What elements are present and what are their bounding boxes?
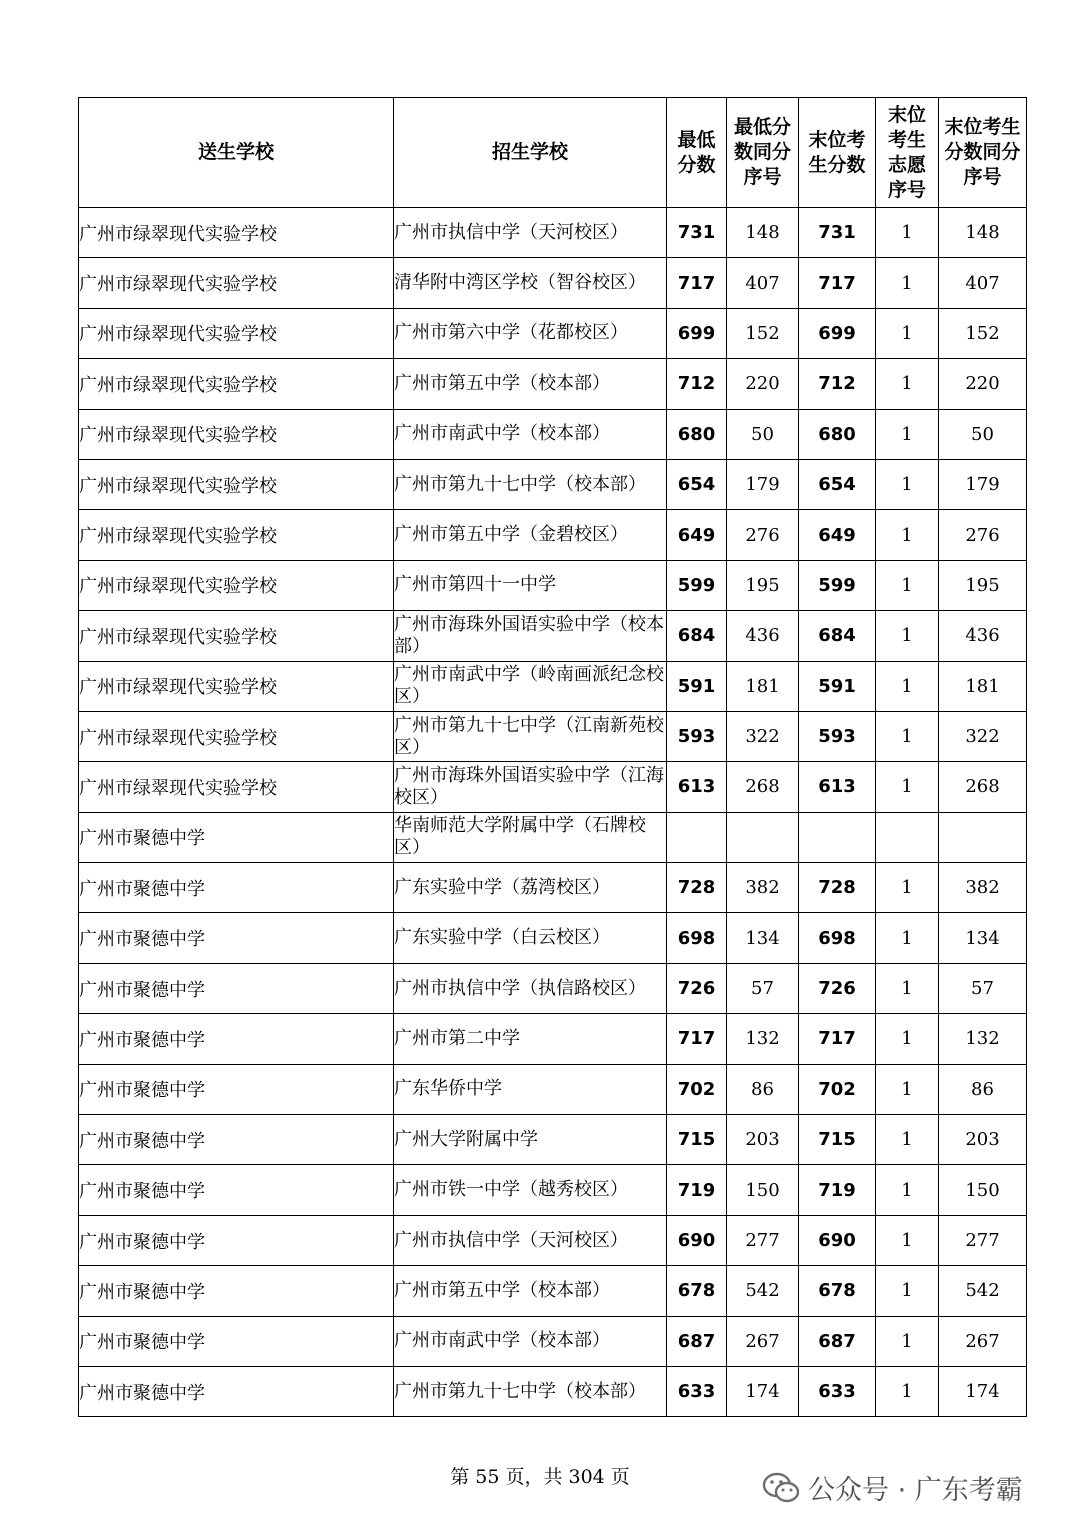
cell-receiver: 广州市执信中学（天河校区） bbox=[394, 1215, 667, 1265]
cell-last-score: 719 bbox=[799, 1165, 876, 1215]
cell-min-score: 699 bbox=[667, 308, 727, 358]
cell-last-wish: 1 bbox=[876, 863, 939, 913]
cell-last-score: 684 bbox=[799, 611, 876, 661]
cell-last-seq: 382 bbox=[939, 863, 1027, 913]
cell-sender: 广州市聚德中学 bbox=[79, 1266, 394, 1316]
cell-last-seq: 220 bbox=[939, 359, 1027, 409]
cell-last-seq: 152 bbox=[939, 308, 1027, 358]
cell-min-seq: 276 bbox=[727, 510, 799, 560]
cell-min-seq: 268 bbox=[727, 762, 799, 812]
table-row bbox=[79, 560, 1027, 610]
cell-min-score: 633 bbox=[667, 1366, 727, 1416]
table-row bbox=[79, 1316, 1027, 1366]
cell-last-score: 717 bbox=[799, 258, 876, 308]
cell-last-score: 613 bbox=[799, 762, 876, 812]
cell-receiver: 广州市南武中学（岭南画派纪念校区） bbox=[394, 661, 667, 711]
cell-last-score: 702 bbox=[799, 1064, 876, 1114]
table-row bbox=[79, 963, 1027, 1013]
cell-min-seq: 50 bbox=[727, 409, 799, 459]
table-row bbox=[79, 863, 1027, 913]
cell-sender: 广州市聚德中学 bbox=[79, 963, 394, 1013]
table-row bbox=[79, 409, 1027, 459]
cell-last-wish: 1 bbox=[876, 1064, 939, 1114]
cell-receiver: 广东华侨中学 bbox=[394, 1064, 667, 1114]
table-row bbox=[79, 258, 1027, 308]
cell-last-seq: 181 bbox=[939, 661, 1027, 711]
table-row bbox=[79, 1165, 1027, 1215]
table-body bbox=[79, 208, 1027, 1417]
cell-min-score: 690 bbox=[667, 1215, 727, 1265]
cell-receiver: 广州市第九十七中学（校本部） bbox=[394, 1366, 667, 1416]
table-row bbox=[79, 308, 1027, 358]
cell-last-wish: 1 bbox=[876, 459, 939, 509]
cell-min-score: 684 bbox=[667, 611, 727, 661]
cell-min-score: 719 bbox=[667, 1165, 727, 1215]
cell-min-score: 599 bbox=[667, 560, 727, 610]
cell-receiver: 广州市海珠外国语实验中学（校本部） bbox=[394, 611, 667, 661]
cell-sender: 广州市聚德中学 bbox=[79, 1115, 394, 1165]
cell-receiver: 广州市执信中学（执信路校区） bbox=[394, 963, 667, 1013]
cell-receiver: 广州市第二中学 bbox=[394, 1014, 667, 1064]
cell-min-seq: 134 bbox=[727, 913, 799, 963]
cell-min-score bbox=[667, 812, 727, 862]
cell-sender: 广州市绿翠现代实验学校 bbox=[79, 611, 394, 661]
cell-last-wish: 1 bbox=[876, 409, 939, 459]
cell-min-score: 678 bbox=[667, 1266, 727, 1316]
cell-receiver: 广州市第五中学（金碧校区） bbox=[394, 510, 667, 560]
cell-last-wish: 1 bbox=[876, 1215, 939, 1265]
table-row bbox=[79, 812, 1027, 862]
cell-sender: 广州市绿翠现代实验学校 bbox=[79, 711, 394, 761]
cell-min-seq: 436 bbox=[727, 611, 799, 661]
cell-last-score: 649 bbox=[799, 510, 876, 560]
cell-min-seq bbox=[727, 812, 799, 862]
cell-sender: 广州市聚德中学 bbox=[79, 1215, 394, 1265]
page-number: 第 55 页，共 304 页 bbox=[450, 1466, 630, 1488]
header-row bbox=[79, 98, 1027, 208]
cell-last-wish: 1 bbox=[876, 1165, 939, 1215]
table-row bbox=[79, 1266, 1027, 1316]
cell-last-seq: 267 bbox=[939, 1316, 1027, 1366]
cell-min-seq: 57 bbox=[727, 963, 799, 1013]
cell-min-seq: 220 bbox=[727, 359, 799, 409]
cell-last-score: 726 bbox=[799, 963, 876, 1013]
cell-receiver: 广东实验中学（白云校区） bbox=[394, 913, 667, 963]
cell-last-score: 717 bbox=[799, 1014, 876, 1064]
cell-last-seq: 436 bbox=[939, 611, 1027, 661]
cell-sender: 广州市绿翠现代实验学校 bbox=[79, 661, 394, 711]
cell-last-wish: 1 bbox=[876, 1366, 939, 1416]
cell-min-seq: 150 bbox=[727, 1165, 799, 1215]
cell-last-score: 680 bbox=[799, 409, 876, 459]
cell-last-seq: 148 bbox=[939, 208, 1027, 258]
cell-last-wish: 1 bbox=[876, 258, 939, 308]
cell-last-seq: 322 bbox=[939, 711, 1027, 761]
cell-sender: 广州市聚德中学 bbox=[79, 1064, 394, 1114]
header-last-seq: 末位考生分数同分序号 bbox=[939, 98, 1027, 208]
cell-last-wish: 1 bbox=[876, 1316, 939, 1366]
cell-last-wish: 1 bbox=[876, 711, 939, 761]
cell-min-score: 726 bbox=[667, 963, 727, 1013]
table-row bbox=[79, 711, 1027, 761]
cell-last-wish bbox=[876, 812, 939, 862]
cell-min-seq: 195 bbox=[727, 560, 799, 610]
cell-sender: 广州市聚德中学 bbox=[79, 1366, 394, 1416]
cell-last-seq: 150 bbox=[939, 1165, 1027, 1215]
cell-receiver: 广州市第五中学（校本部） bbox=[394, 1266, 667, 1316]
cell-min-score: 712 bbox=[667, 359, 727, 409]
cell-sender: 广州市聚德中学 bbox=[79, 1014, 394, 1064]
cell-min-seq: 382 bbox=[727, 863, 799, 913]
cell-last-seq: 407 bbox=[939, 258, 1027, 308]
cell-min-seq: 277 bbox=[727, 1215, 799, 1265]
cell-last-score: 593 bbox=[799, 711, 876, 761]
cell-sender: 广州市绿翠现代实验学校 bbox=[79, 762, 394, 812]
cell-min-score: 613 bbox=[667, 762, 727, 812]
cell-last-wish: 1 bbox=[876, 510, 939, 560]
cell-last-score: 687 bbox=[799, 1316, 876, 1366]
cell-last-score: 654 bbox=[799, 459, 876, 509]
cell-last-score: 678 bbox=[799, 1266, 876, 1316]
cell-last-wish: 1 bbox=[876, 308, 939, 358]
cell-receiver: 广州市第九十七中学（江南新苑校区） bbox=[394, 711, 667, 761]
cell-min-score: 591 bbox=[667, 661, 727, 711]
cell-min-seq: 179 bbox=[727, 459, 799, 509]
cell-receiver: 广州市铁一中学（越秀校区） bbox=[394, 1165, 667, 1215]
cell-receiver: 广东实验中学（荔湾校区） bbox=[394, 863, 667, 913]
cell-last-wish: 1 bbox=[876, 963, 939, 1013]
cell-receiver: 华南师范大学附属中学（石牌校区） bbox=[394, 812, 667, 862]
cell-receiver: 广州市南武中学（校本部） bbox=[394, 409, 667, 459]
cell-last-seq: 57 bbox=[939, 963, 1027, 1013]
cell-sender: 广州市绿翠现代实验学校 bbox=[79, 359, 394, 409]
cell-min-score: 649 bbox=[667, 510, 727, 560]
cell-last-wish: 1 bbox=[876, 913, 939, 963]
cell-receiver: 广州大学附属中学 bbox=[394, 1115, 667, 1165]
table-row bbox=[79, 611, 1027, 661]
cell-last-score: 712 bbox=[799, 359, 876, 409]
cell-min-seq: 322 bbox=[727, 711, 799, 761]
cell-min-score: 654 bbox=[667, 459, 727, 509]
cell-last-seq: 277 bbox=[939, 1215, 1027, 1265]
cell-last-wish: 1 bbox=[876, 208, 939, 258]
cell-last-score: 633 bbox=[799, 1366, 876, 1416]
cell-min-seq: 132 bbox=[727, 1014, 799, 1064]
table-row bbox=[79, 510, 1027, 560]
cell-min-seq: 174 bbox=[727, 1366, 799, 1416]
cell-min-score: 687 bbox=[667, 1316, 727, 1366]
cell-min-score: 702 bbox=[667, 1064, 727, 1114]
table-row bbox=[79, 1064, 1027, 1114]
cell-last-seq: 132 bbox=[939, 1014, 1027, 1064]
cell-last-score: 728 bbox=[799, 863, 876, 913]
cell-min-seq: 86 bbox=[727, 1064, 799, 1114]
cell-sender: 广州市聚德中学 bbox=[79, 1165, 394, 1215]
cell-sender: 广州市绿翠现代实验学校 bbox=[79, 560, 394, 610]
cell-last-seq: 174 bbox=[939, 1366, 1027, 1416]
watermark bbox=[762, 1468, 1023, 1507]
cell-min-score: 717 bbox=[667, 258, 727, 308]
wechat-icon bbox=[762, 1472, 800, 1504]
cell-min-seq: 542 bbox=[727, 1266, 799, 1316]
cell-sender: 广州市绿翠现代实验学校 bbox=[79, 510, 394, 560]
header-min-score: 最低分数 bbox=[667, 98, 727, 208]
cell-last-wish: 1 bbox=[876, 1014, 939, 1064]
watermark-text: 公众号 · 广东考霸 bbox=[808, 1475, 1023, 1506]
cell-min-seq: 407 bbox=[727, 258, 799, 308]
cell-sender: 广州市绿翠现代实验学校 bbox=[79, 308, 394, 358]
cell-min-seq: 267 bbox=[727, 1316, 799, 1366]
cell-sender: 广州市聚德中学 bbox=[79, 913, 394, 963]
cell-last-seq: 276 bbox=[939, 510, 1027, 560]
cell-last-seq: 203 bbox=[939, 1115, 1027, 1165]
cell-last-seq: 542 bbox=[939, 1266, 1027, 1316]
table-row bbox=[79, 359, 1027, 409]
cell-last-wish: 1 bbox=[876, 661, 939, 711]
table-row bbox=[79, 1215, 1027, 1265]
cell-min-score: 680 bbox=[667, 409, 727, 459]
cell-sender: 广州市聚德中学 bbox=[79, 812, 394, 862]
cell-last-wish: 1 bbox=[876, 611, 939, 661]
cell-receiver: 广州市第五中学（校本部） bbox=[394, 359, 667, 409]
cell-last-score: 599 bbox=[799, 560, 876, 610]
cell-last-wish: 1 bbox=[876, 1266, 939, 1316]
cell-last-seq: 86 bbox=[939, 1064, 1027, 1114]
cell-sender: 广州市绿翠现代实验学校 bbox=[79, 258, 394, 308]
cell-receiver: 广州市第四十一中学 bbox=[394, 560, 667, 610]
cell-last-wish: 1 bbox=[876, 762, 939, 812]
cell-last-score: 698 bbox=[799, 913, 876, 963]
header-sender: 送生学校 bbox=[79, 98, 394, 208]
table-row bbox=[79, 1014, 1027, 1064]
cell-min-score: 728 bbox=[667, 863, 727, 913]
cell-last-seq bbox=[939, 812, 1027, 862]
cell-min-seq: 148 bbox=[727, 208, 799, 258]
cell-last-wish: 1 bbox=[876, 359, 939, 409]
header-min-seq: 最低分数同分序号 bbox=[727, 98, 799, 208]
cell-sender: 广州市绿翠现代实验学校 bbox=[79, 208, 394, 258]
cell-receiver: 广州市南武中学（校本部） bbox=[394, 1316, 667, 1366]
cell-last-seq: 268 bbox=[939, 762, 1027, 812]
cell-receiver: 广州市第九十七中学（校本部） bbox=[394, 459, 667, 509]
cell-last-score: 715 bbox=[799, 1115, 876, 1165]
cell-min-score: 698 bbox=[667, 913, 727, 963]
cell-last-score: 699 bbox=[799, 308, 876, 358]
cell-receiver: 广州市第六中学（花都校区） bbox=[394, 308, 667, 358]
table-row bbox=[79, 1366, 1027, 1416]
table-row bbox=[79, 661, 1027, 711]
cell-last-score bbox=[799, 812, 876, 862]
cell-min-score: 715 bbox=[667, 1115, 727, 1165]
table-row bbox=[79, 208, 1027, 258]
cell-last-seq: 134 bbox=[939, 913, 1027, 963]
cell-last-score: 591 bbox=[799, 661, 876, 711]
cell-sender: 广州市绿翠现代实验学校 bbox=[79, 459, 394, 509]
cell-min-seq: 181 bbox=[727, 661, 799, 711]
cell-min-score: 593 bbox=[667, 711, 727, 761]
cell-sender: 广州市绿翠现代实验学校 bbox=[79, 409, 394, 459]
cell-last-seq: 195 bbox=[939, 560, 1027, 610]
cell-receiver: 广州市执信中学（天河校区） bbox=[394, 208, 667, 258]
cell-sender: 广州市聚德中学 bbox=[79, 1316, 394, 1366]
table-row bbox=[79, 762, 1027, 812]
cell-last-seq: 179 bbox=[939, 459, 1027, 509]
cell-min-seq: 203 bbox=[727, 1115, 799, 1165]
cell-last-score: 690 bbox=[799, 1215, 876, 1265]
cell-last-wish: 1 bbox=[876, 560, 939, 610]
table-row bbox=[79, 459, 1027, 509]
cell-last-wish: 1 bbox=[876, 1115, 939, 1165]
cell-last-score: 731 bbox=[799, 208, 876, 258]
header-receiver: 招生学校 bbox=[394, 98, 667, 208]
cell-min-score: 717 bbox=[667, 1014, 727, 1064]
cell-sender: 广州市聚德中学 bbox=[79, 863, 394, 913]
cell-receiver: 广州市海珠外国语实验中学（江海校区） bbox=[394, 762, 667, 812]
table-row bbox=[79, 913, 1027, 963]
cell-receiver: 清华附中湾区学校（智谷校区） bbox=[394, 258, 667, 308]
admission-table bbox=[78, 97, 1027, 1417]
cell-min-score: 731 bbox=[667, 208, 727, 258]
cell-min-seq: 152 bbox=[727, 308, 799, 358]
table-row bbox=[79, 1115, 1027, 1165]
cell-last-seq: 50 bbox=[939, 409, 1027, 459]
header-last-score: 末位考生分数 bbox=[799, 98, 876, 208]
header-last-wish: 末位考生志愿序号 bbox=[876, 98, 939, 208]
